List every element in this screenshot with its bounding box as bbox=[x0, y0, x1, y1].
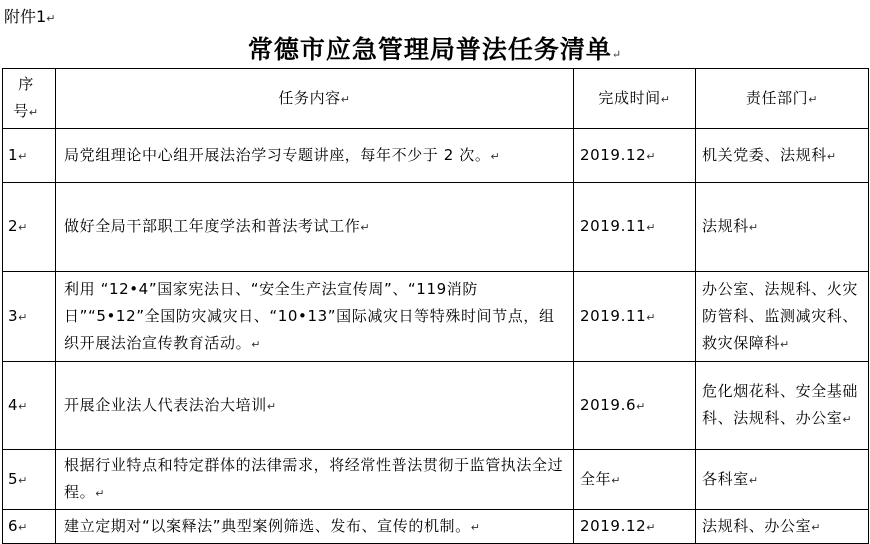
row-number: 1↵ bbox=[3, 129, 56, 183]
header-row bbox=[3, 69, 869, 129]
completion-time: 2019.12↵ bbox=[574, 129, 696, 183]
responsible-dept: 各科室↵ bbox=[696, 450, 869, 510]
table-row bbox=[3, 450, 869, 510]
row-number: 4↵ bbox=[3, 362, 56, 450]
document-title: 常德市应急管理局普法任务清单↵ bbox=[247, 35, 623, 64]
row-number: 3↵ bbox=[3, 272, 56, 362]
header-no: 序 号↵ bbox=[3, 69, 56, 129]
completion-time: 2019.12↵ bbox=[574, 510, 696, 544]
row-number: 2↵ bbox=[3, 183, 56, 272]
task-content: 局党组理论中心组开展法治学习专题讲座，每年不少于 2 次。↵ bbox=[56, 129, 574, 183]
attachment-label: 附件1↵ bbox=[4, 7, 56, 26]
header-dept: 责任部门↵ bbox=[696, 69, 869, 129]
completion-time: 2019.6↵ bbox=[574, 362, 696, 450]
completion-time: 2019.11↵ bbox=[574, 272, 696, 362]
responsible-dept: 办公室、法规科、火灾防管科、监测减灾科、救灾保障科↵ bbox=[696, 272, 869, 362]
row-number: 5↵ bbox=[3, 450, 56, 510]
responsible-dept: 法规科↵ bbox=[696, 183, 869, 272]
table-row bbox=[3, 183, 869, 272]
header-task: 任务内容↵ bbox=[56, 69, 574, 129]
task-table bbox=[2, 68, 869, 544]
task-content: 建立定期对“以案释法”典型案例筛选、发布、宣传的机制。↵ bbox=[56, 510, 574, 544]
table-row bbox=[3, 272, 869, 362]
responsible-dept: 危化烟花科、安全基础科、法规科、办公室↵ bbox=[696, 362, 869, 450]
table-row bbox=[3, 362, 869, 450]
responsible-dept: 法规科、办公室↵ bbox=[696, 510, 869, 544]
task-content: 根据行业特点和特定群体的法律需求，将经常性普法贯彻于监管执法全过程。↵ bbox=[56, 450, 574, 510]
row-number: 6↵ bbox=[3, 510, 56, 544]
completion-time: 全年↵ bbox=[574, 450, 696, 510]
completion-time: 2019.11↵ bbox=[574, 183, 696, 272]
table-row bbox=[3, 129, 869, 183]
header-time: 完成时间↵ bbox=[574, 69, 696, 129]
table-row bbox=[3, 510, 869, 544]
task-content: 做好全局干部职工年度学法和普法考试工作↵ bbox=[56, 183, 574, 272]
responsible-dept: 机关党委、法规科↵ bbox=[696, 129, 869, 183]
task-content: 开展企业法人代表法治大培训↵ bbox=[56, 362, 574, 450]
task-content: 利用 “12•4”国家宪法日、“安全生产法宣传周”、“119消防日”“5•12”全国防灾减灾日、“10•13”国际减灾日等特殊时间节点，组织开展法治宣传教育活动。↵ bbox=[56, 272, 574, 362]
